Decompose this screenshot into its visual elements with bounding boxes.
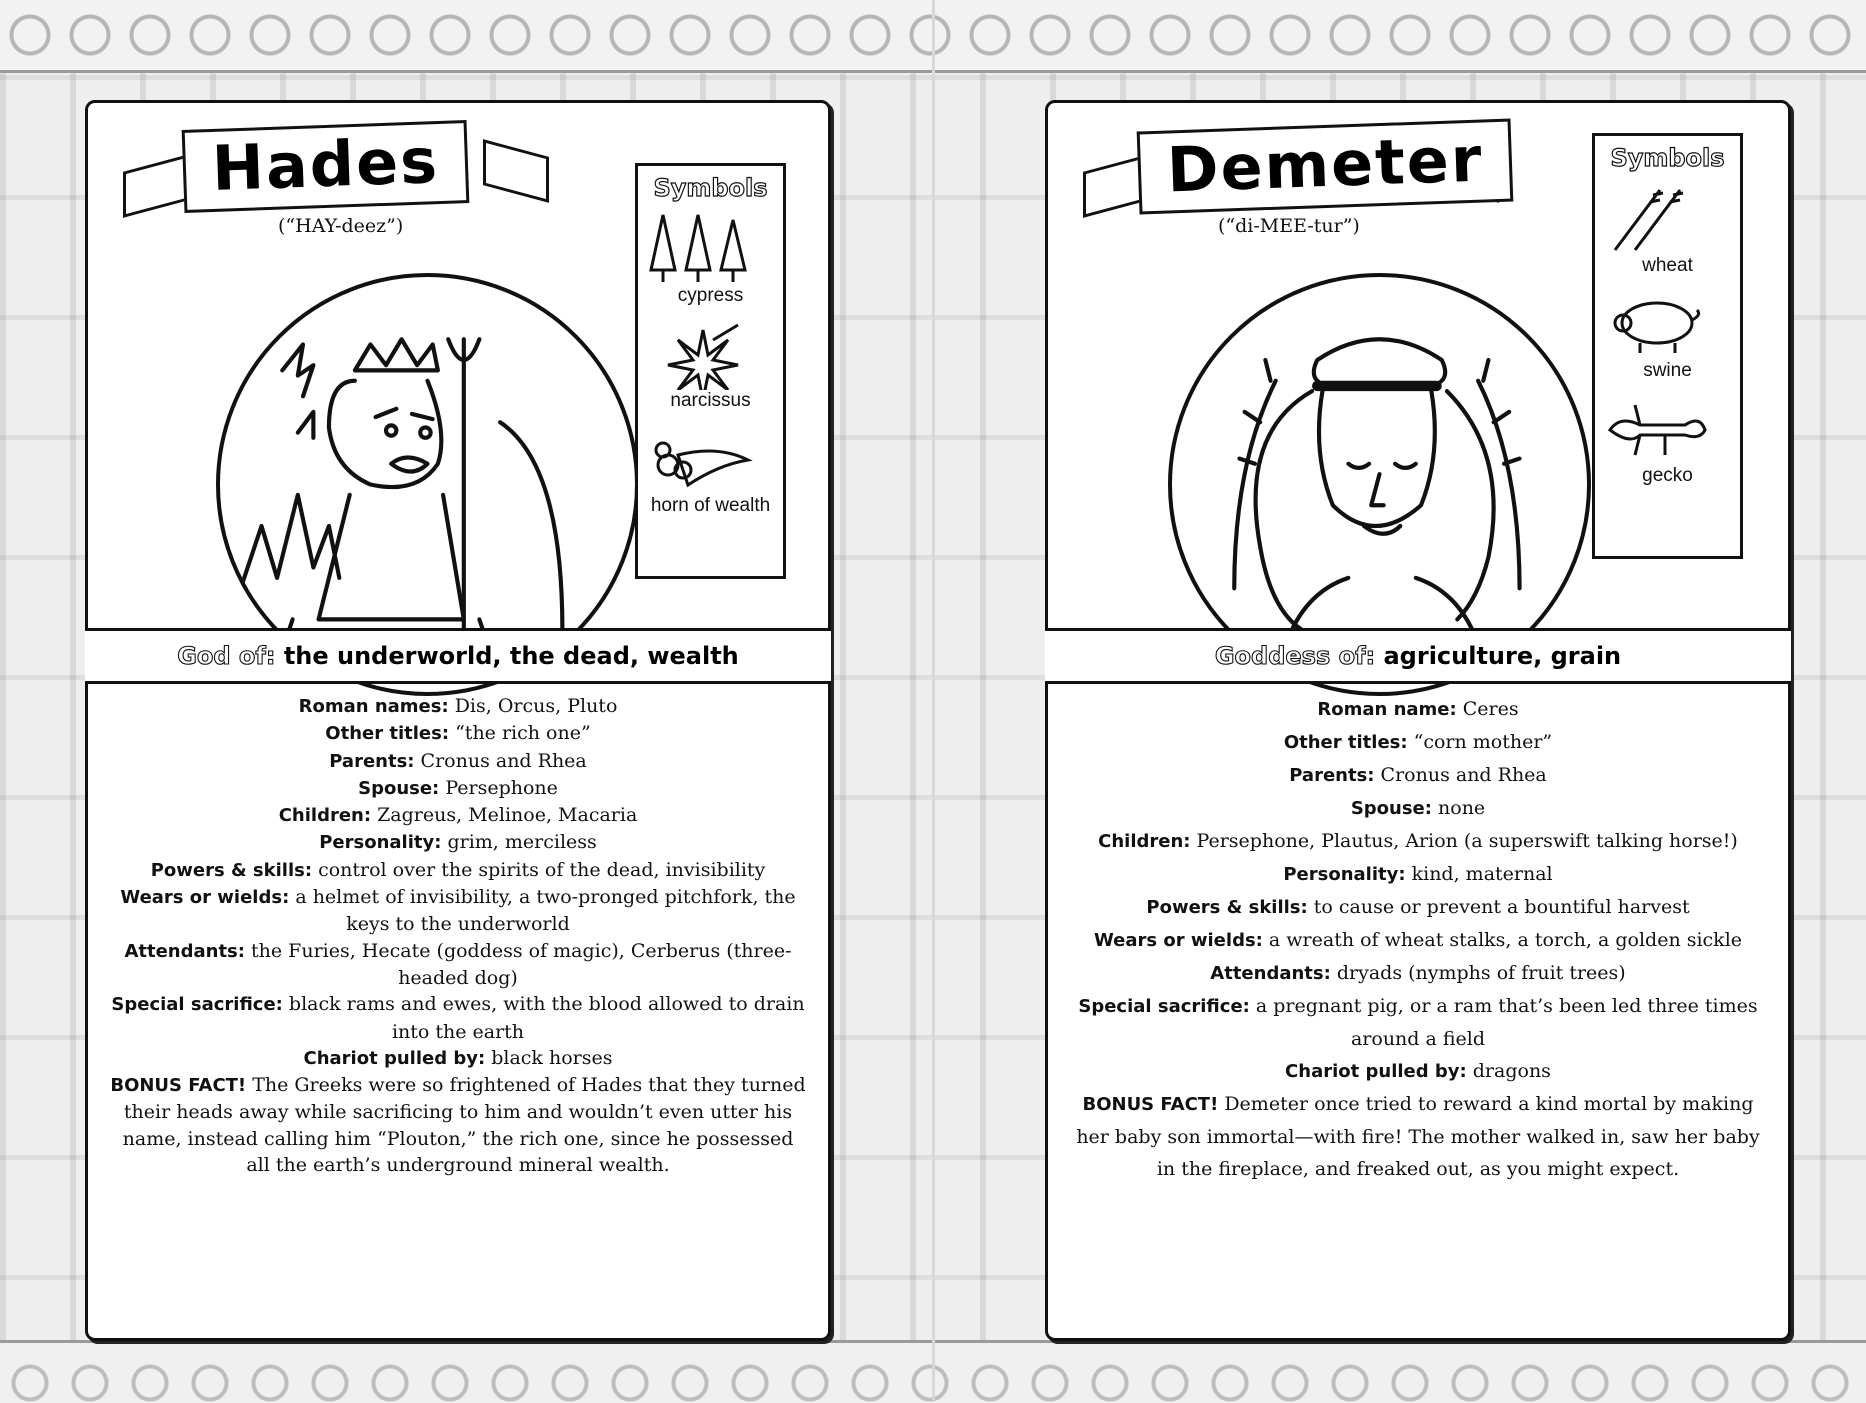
fact-value: a pregnant pig, or a ram that’s been led three times around a field <box>1255 995 1758 1050</box>
symbols-title: Symbols <box>653 174 768 202</box>
fact-value: Cronus and Rhea <box>420 749 587 772</box>
fact-value: the Furies, Hecate (goddess of magic), Cerberus (three-headed dog) <box>251 939 792 989</box>
symbol-cypress <box>638 210 783 307</box>
fact-line <box>1068 1088 1768 1185</box>
fact-line <box>108 693 808 720</box>
fact-key: Wears or wields: <box>120 887 290 909</box>
fact-line <box>1068 792 1768 825</box>
banner-tail-right <box>483 139 549 203</box>
symbol-narcissus <box>638 315 783 412</box>
pronunciation: (“di-MEE-tur”) <box>1218 215 1360 237</box>
symbol-swine <box>1595 285 1740 382</box>
fact-line <box>1068 957 1768 990</box>
fact-line <box>1068 924 1768 957</box>
fact-key: Children: <box>1098 831 1191 852</box>
fact-key: Powers & skills: <box>150 859 313 881</box>
domain-label: Goddess of: <box>1214 642 1376 670</box>
fact-line <box>1068 891 1768 924</box>
fact-line <box>1068 858 1768 891</box>
pronunciation: (“HAY-deez”) <box>278 215 404 237</box>
fact-value: Cronus and Rhea <box>1380 764 1547 786</box>
fact-key: Personality: <box>319 832 442 854</box>
fact-line <box>1068 1055 1768 1088</box>
fact-value: to cause or prevent a bountiful harvest <box>1313 896 1690 918</box>
fact-value: kind, maternal <box>1411 863 1553 885</box>
facts-list <box>1068 693 1768 1185</box>
fact-line <box>108 938 808 992</box>
fact-value: a helmet of invisibility, a two-pronged pitchfork, the keys to the underworld <box>295 886 796 936</box>
domain-bar <box>85 628 831 684</box>
fact-value: Persephone, Plautus, Arion (a superswift talking horse!) <box>1196 830 1738 852</box>
fact-value: none <box>1438 797 1486 819</box>
fact-line <box>108 991 808 1045</box>
fact-key: Parents: <box>1289 765 1375 786</box>
fact-line <box>108 884 808 938</box>
fact-key: Roman names: <box>298 696 449 717</box>
banner-tail-left <box>123 154 189 218</box>
symbols-title: Symbols <box>1610 144 1725 172</box>
fact-value: “corn mother” <box>1413 731 1553 753</box>
symbol-horn-of-wealth <box>638 420 783 517</box>
fact-key: Roman name: <box>1317 699 1457 720</box>
facts-list <box>108 693 808 1178</box>
fact-line <box>1068 825 1768 858</box>
fact-key: Chariot pulled by: <box>1285 1061 1467 1082</box>
fact-value: black horses <box>491 1046 613 1069</box>
fact-key: Children: <box>278 805 372 827</box>
swine-icon <box>1595 285 1715 360</box>
fact-value: dragons <box>1472 1060 1551 1082</box>
symbol-label: horn of wealth <box>650 495 771 516</box>
fact-key: Special sacrifice: <box>1078 996 1250 1017</box>
wheat-icon <box>1595 180 1715 255</box>
fact-line <box>108 1045 808 1072</box>
fact-key: Other titles: <box>325 723 450 745</box>
symbol-wheat <box>1595 180 1740 277</box>
fact-value: black rams and ewes, with the blood allowed to drain into the earth <box>288 993 805 1043</box>
fact-value: The Greeks were so frightened of Hades that they turned their heads away while sacrificing to him and wouldn’t even utter his name, instead calling him “Plouton,” the rich one, since he possessed all the earth’s underground mineral wealth. <box>122 1074 806 1177</box>
fact-value: Demeter once tried to reward a kind mortal by making her baby son immortal—with fire! The mother walked in, saw her baby in the fireplace, and freaked out, as you might expect. <box>1076 1093 1760 1180</box>
symbol-label: swine <box>1643 360 1692 381</box>
domain-bar <box>1045 628 1791 684</box>
name-banner <box>182 120 470 213</box>
fact-line <box>1068 726 1768 759</box>
fact-key: Chariot pulled by: <box>303 1047 486 1069</box>
name-banner <box>1137 118 1514 214</box>
fact-key: BONUS FACT! <box>110 1075 247 1097</box>
fact-value: grim, merciless <box>447 831 597 854</box>
domain-label: God of: <box>177 642 276 670</box>
fact-key: Special sacrifice: <box>111 994 283 1016</box>
fact-line <box>108 775 808 802</box>
symbol-label: gecko <box>1642 465 1693 486</box>
fact-key: BONUS FACT! <box>1082 1094 1219 1115</box>
fact-key: Attendants: <box>1210 963 1331 984</box>
narcissus-flower-icon <box>638 315 758 390</box>
fact-value: Dis, Orcus, Pluto <box>454 695 618 717</box>
fact-value: “the rich one” <box>455 722 591 745</box>
fact-value: a wreath of wheat stalks, a torch, a golden sickle <box>1268 929 1743 951</box>
fact-value: Ceres <box>1462 698 1519 720</box>
deity-name: Demeter <box>1165 122 1485 207</box>
gecko-icon <box>1595 390 1715 465</box>
horn-of-wealth-icon <box>638 420 758 495</box>
fact-key: Attendants: <box>124 940 245 962</box>
fact-key: Wears or wields: <box>1093 930 1263 951</box>
fact-line <box>108 857 808 884</box>
fact-value: control over the spirits of the dead, invisibility <box>318 858 766 881</box>
fact-value: Zagreus, Melinoe, Macaria <box>377 804 638 827</box>
fact-line <box>108 802 808 829</box>
book-spine <box>932 0 935 1400</box>
fact-value: dryads (nymphs of fruit trees) <box>1336 962 1626 984</box>
fact-key: Parents: <box>329 750 415 772</box>
symbol-label: cypress <box>677 285 744 306</box>
fact-line <box>1068 693 1768 726</box>
demeter-card <box>1045 100 1791 1341</box>
symbols-panel <box>635 163 786 579</box>
fact-line <box>108 829 808 856</box>
symbols-panel <box>1592 133 1743 559</box>
domain-value: agriculture, grain <box>1383 642 1622 670</box>
fact-key: Other titles: <box>1283 732 1408 753</box>
fact-value: Persephone <box>445 776 558 799</box>
domain-value: the underworld, the dead, wealth <box>283 642 739 670</box>
deity-name: Hades <box>210 124 441 205</box>
fact-key: Personality: <box>1283 864 1406 885</box>
cypress-tree-icon <box>638 210 758 285</box>
symbol-gecko <box>1595 390 1740 487</box>
symbol-label: wheat <box>1642 255 1693 276</box>
fact-key: Powers & skills: <box>1146 897 1308 918</box>
fact-line <box>1068 990 1768 1055</box>
fact-key: Spouse: <box>358 777 440 799</box>
fact-line <box>108 1072 808 1178</box>
hades-card <box>85 100 831 1341</box>
fact-line <box>108 748 808 775</box>
fact-line <box>1068 759 1768 792</box>
symbol-label: narcissus <box>670 390 751 411</box>
fact-key: Spouse: <box>1350 798 1432 819</box>
fact-line <box>108 720 808 747</box>
